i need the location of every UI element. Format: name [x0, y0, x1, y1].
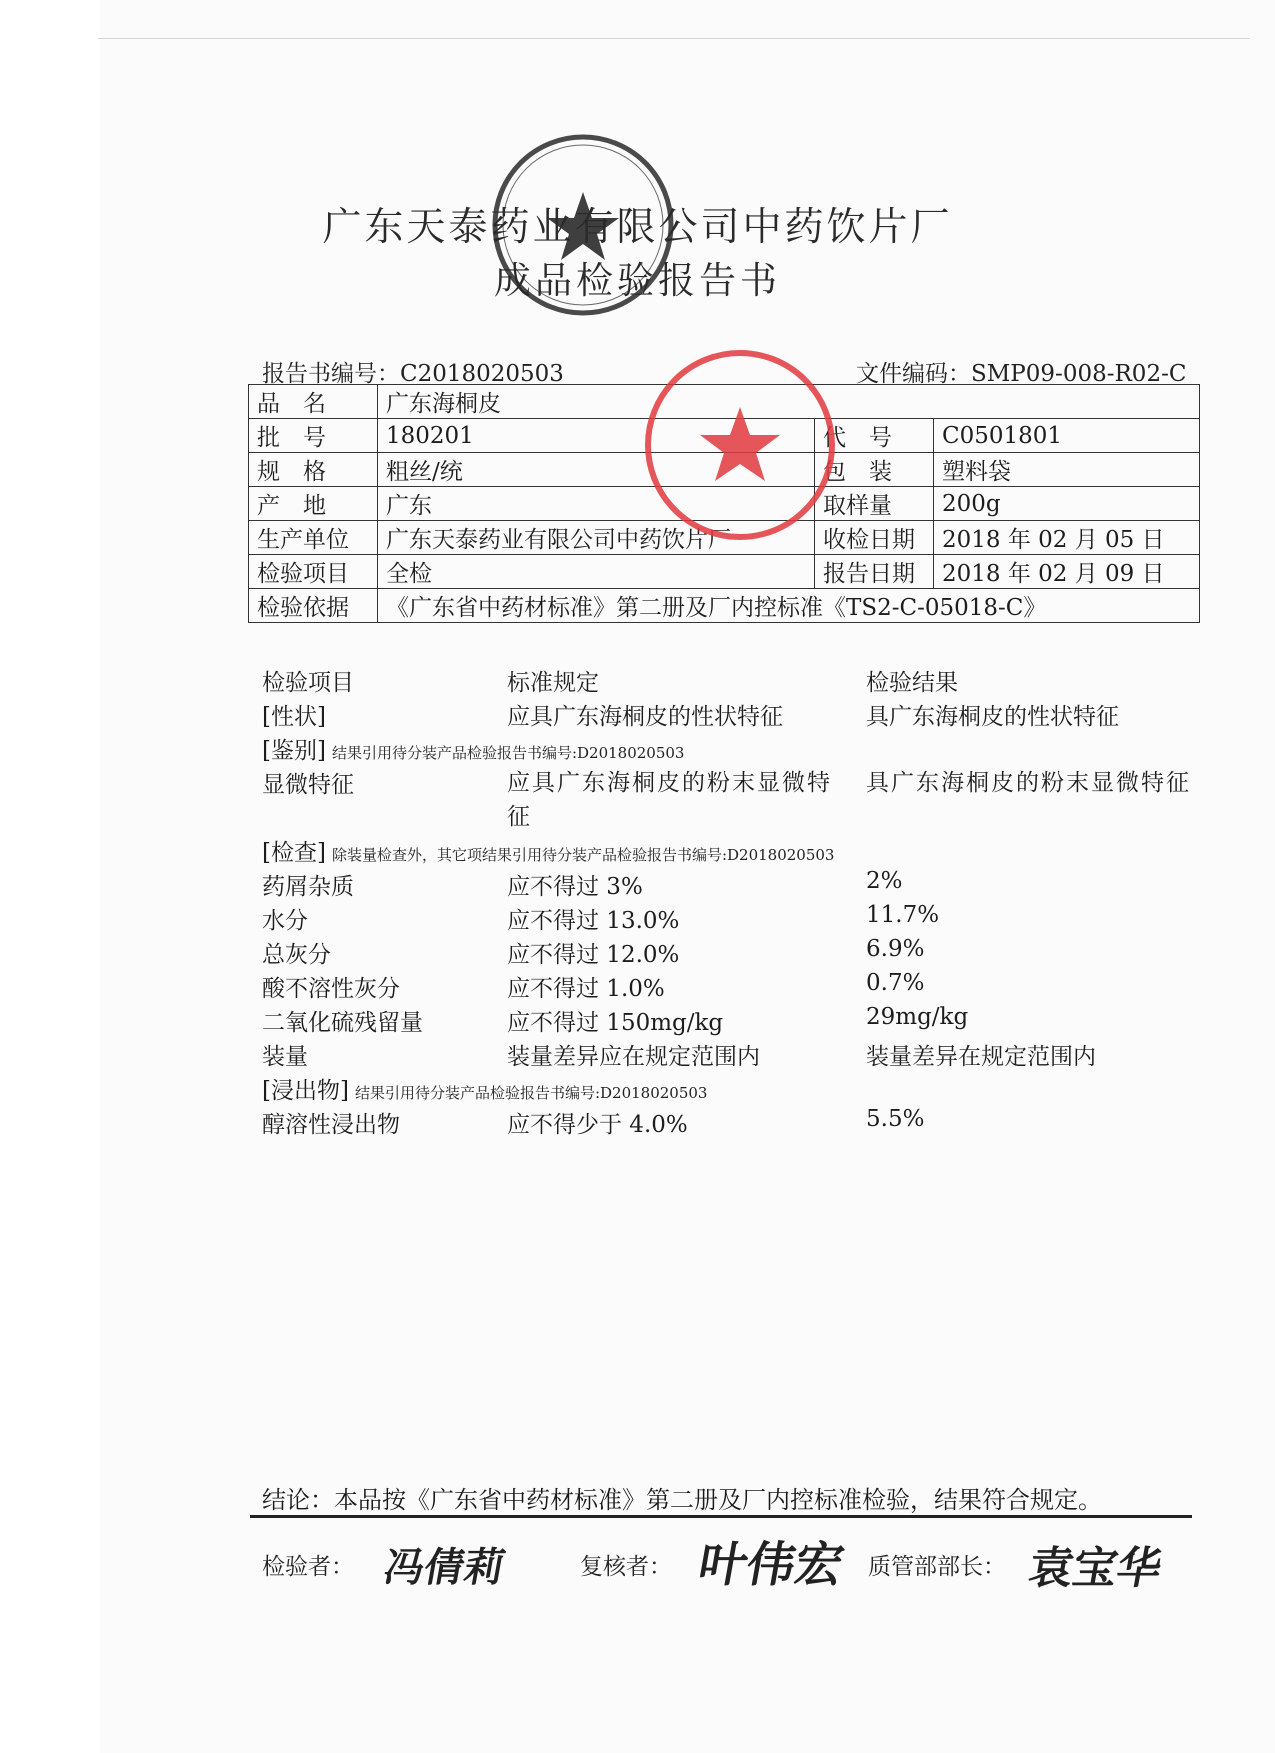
origin-label: 产 地	[249, 487, 378, 521]
spec-value: 粗丝/统	[378, 453, 815, 487]
package-label: 包 装	[815, 453, 934, 487]
conclusion-rule	[250, 1515, 1192, 1518]
batch-label: 批 号	[249, 419, 378, 453]
result-row	[262, 902, 1212, 936]
section-note: 除装量检查外，其它项结果引用待分装产品检验报告书编号:D2018020503	[331, 846, 835, 864]
spec-label: 规 格	[249, 453, 378, 487]
report-number: 报告书编号：C2018020503	[262, 361, 564, 387]
inspector-signature: 冯倩莉	[380, 1545, 509, 1591]
product-name-value: 广东海桐皮	[378, 385, 1200, 419]
report-date-value: 2018 年 02 月 09 日	[934, 555, 1200, 589]
product-name-label: 品 名	[249, 385, 378, 419]
reviewer-label: 复核者：	[580, 1554, 672, 1580]
company-title: 广东天泰药业有限公司中药饮片厂	[322, 205, 953, 250]
section-label: [浸出物]	[262, 1078, 349, 1104]
header-result: 检验结果	[866, 670, 958, 696]
origin-value: 广东	[378, 487, 815, 521]
result-value: 0.7%	[866, 970, 925, 996]
section-identification	[262, 732, 1212, 766]
section-note: 结果引用待分装产品检验报告书编号:D2018020503	[331, 744, 685, 762]
result-value: 6.9%	[866, 936, 925, 962]
sample-label: 取样量	[815, 487, 934, 521]
result-item: 二氧化硫残留量	[262, 1010, 423, 1036]
result-value: 装量差异在规定范围内	[866, 1044, 1096, 1070]
file-code: 文件编码：SMP09-008-R02-C	[856, 361, 1187, 387]
result-item: 醇溶性浸出物	[262, 1112, 400, 1138]
result-item: 药屑杂质	[262, 874, 354, 900]
result-standard: 装量差异应在规定范围内	[507, 1044, 760, 1070]
result-standard: 应不得过 3%	[507, 874, 643, 900]
reviewer-signature: 叶伟宏	[694, 1537, 849, 1593]
section-inspection	[262, 834, 1212, 868]
receive-date-label: 收检日期	[815, 521, 934, 555]
report-date-label: 报告日期	[815, 555, 934, 589]
result-item: 总灰分	[262, 942, 331, 968]
inspector-label: 检验者：	[262, 1554, 354, 1580]
top-rule	[98, 38, 1250, 39]
result-row	[262, 1038, 1212, 1072]
result-row	[262, 936, 1212, 970]
result-value: 具广东海桐皮的粉末显微特征	[866, 770, 1191, 796]
section-extract	[262, 1072, 1212, 1106]
receive-date-value: 2018 年 02 月 05 日	[934, 521, 1200, 555]
result-standard: 应具广东海桐皮的粉末显微特征	[507, 770, 832, 830]
batch-value: 180201	[378, 419, 815, 453]
sample-value: 200g	[934, 487, 1200, 521]
quality-dept-stamp	[640, 345, 840, 545]
result-item: 装量	[262, 1044, 308, 1070]
table-row	[249, 555, 1200, 589]
table-row	[249, 589, 1200, 623]
result-row	[262, 698, 1212, 732]
producer-value: 广东天泰药业有限公司中药饮片厂	[378, 521, 815, 555]
result-row	[262, 970, 1212, 1004]
result-value: 11.7%	[866, 902, 940, 928]
result-standard: 应不得少于 4.0%	[507, 1112, 688, 1138]
producer-label: 生产单位	[249, 521, 378, 555]
section-label: [检查]	[262, 840, 326, 866]
items-label: 检验项目	[249, 555, 378, 589]
result-value: 29mg/kg	[866, 1004, 969, 1030]
items-value: 全检	[378, 555, 815, 589]
basis-value: 《广东省中药材标准》第二册及厂内控标准《TS2-C-05018-C》	[378, 589, 1200, 623]
result-standard: 应不得过 13.0%	[507, 908, 680, 934]
result-row	[262, 1004, 1212, 1038]
package-value: 塑料袋	[934, 453, 1200, 487]
result-row	[262, 868, 1212, 902]
result-standard: 应具广东海桐皮的性状特征	[507, 704, 783, 730]
report-title: 成品检验报告书	[494, 259, 781, 302]
result-row	[262, 766, 1212, 834]
result-standard: 应不得过 150mg/kg	[507, 1010, 724, 1036]
code-label: 代 号	[815, 419, 934, 453]
result-standard: 应不得过 12.0%	[507, 942, 680, 968]
header-item: 检验项目	[262, 670, 354, 696]
result-value: 5.5%	[866, 1106, 925, 1132]
result-item: [性状]	[262, 704, 326, 730]
result-standard: 应不得过 1.0%	[507, 976, 665, 1002]
header-standard: 标准规定	[507, 670, 599, 696]
result-item: 酸不溶性灰分	[262, 976, 400, 1002]
result-item: 水分	[262, 908, 308, 934]
result-value: 具广东海桐皮的性状特征	[866, 704, 1119, 730]
manager-label: 质管部部长：	[868, 1554, 1006, 1580]
basis-label: 检验依据	[249, 589, 378, 623]
results-header	[262, 664, 1212, 698]
result-value: 2%	[866, 868, 903, 894]
code-value: C0501801	[934, 419, 1200, 453]
manager-signature: 袁宝华	[1024, 1543, 1166, 1594]
result-item: 显微特征	[262, 772, 354, 798]
section-label: [鉴别]	[262, 738, 326, 764]
section-note: 结果引用待分装产品检验报告书编号:D2018020503	[354, 1084, 708, 1102]
conclusion: 结论：本品按《广东省中药材标准》第二册及厂内控标准检验，结果符合规定。	[262, 1486, 1102, 1514]
result-row	[262, 1106, 1212, 1140]
